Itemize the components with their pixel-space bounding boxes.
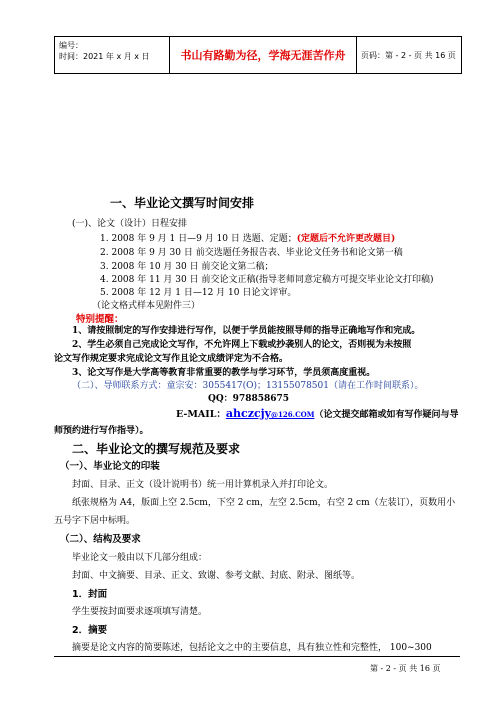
footer-divider: [54, 656, 460, 657]
abstract-heading: 2．摘要: [72, 625, 108, 636]
email-line: [176, 406, 459, 420]
schedule-item-3: [100, 259, 273, 272]
email-domain: @126.COM: [271, 410, 315, 419]
item-note: (定题后不允许更改题目): [296, 234, 396, 244]
schedule-item-1: [100, 231, 395, 244]
structure-intro: 毕业论文一般由以下几部分组成：: [72, 553, 208, 563]
header-number: 编号：: [59, 41, 83, 50]
item-number: 1.: [100, 234, 109, 244]
format-note: （论文格式样本见附件三）: [92, 301, 201, 311]
item-number: 4.: [100, 275, 109, 285]
header-time: 时间：2021 年 x 月 x 日: [59, 52, 150, 61]
reminder-1: 1、请按照制定的写作安排进行写作，以便于学员能按照导师的指导正确地写作和完成。: [72, 326, 421, 336]
cover-heading: 1．封面: [72, 589, 108, 600]
section1-title: 一、毕业论文撰写时间安排: [110, 196, 255, 210]
reminder-2-cont: 论文写作规定要求完成论文写作且论文成绩评定为不合格。: [54, 354, 289, 364]
header-meta: [55, 37, 170, 73]
email-note-cont: 师预约进行写作指导）。: [54, 426, 149, 436]
email-user: ahczcjy: [225, 407, 272, 420]
advisor-qq: QQ：978858675: [208, 394, 290, 404]
reminder-3: 3、论文写作是大学高等教育非常重要的教学与学习环节，学员须高度重视。: [72, 368, 376, 378]
printing-paragraph: 封面、目录、正文（设计说明书）统一用计算机录入并打印论文。: [72, 480, 334, 490]
advisor-contact: （二）、导师联系方式：童宗安：3055417(O)；13155078501（请在工作时间联系）。: [72, 381, 424, 391]
schedule-item-2: [100, 245, 403, 258]
printing-subtitle: （一）、毕业论文的印装: [60, 461, 160, 472]
reminder-2: 2、学生必须自己完成论文写作，不允许网上下载或抄袭别人的论文，否则视为未按照: [72, 340, 412, 350]
schedule-item-5: [100, 285, 296, 298]
item-text: 2008 年 11 月 30 日 前交论文正稿(指导老师同意定稿方可提交毕业论文打印稿): [111, 275, 434, 285]
item-number: 5.: [100, 288, 109, 298]
schedule-subtitle: (一)、论文（设计）日程安排: [72, 219, 188, 229]
header-page-number: 页码：第 - 2 - 页 共 16 页: [361, 50, 456, 60]
schedule-item-4: [100, 272, 433, 285]
paper-spec: 纸张规格为 A4，版面上空 2.5cm，下空 2 cm，左空 2.5cm，右空 2 cm（左装订），页数用小: [72, 498, 456, 508]
item-text: 2008 年 9 月 1 日—9 月 10 日 选题、定题；: [111, 234, 297, 244]
email-note: （论文提交邮箱或如有写作疑问与导: [314, 410, 459, 420]
reminder-label: 特别提醒：: [76, 314, 124, 325]
email-label: E-MAIL：: [176, 409, 226, 420]
paper-spec-cont: 五号字下居中标明。: [54, 516, 136, 526]
item-text: 2008 年 9 月 30 日 前交选题任务报告表、毕业论文任务书和论文第一稿: [111, 248, 403, 258]
item-text: 2008 年 12 月 1 日—12 月 10 日论文评审。: [111, 288, 297, 298]
item-number: 3.: [100, 262, 109, 272]
header-motto: 书山有路勤为径，学海无涯苦作舟: [170, 37, 357, 73]
cover-paragraph: 学生要按封面要求逐项填写清楚。: [72, 607, 208, 617]
structure-parts: 封面、中文摘要、目录、正文、致谢、参考文献、封底、附录、图纸等。: [72, 571, 361, 581]
email-link[interactable]: [226, 407, 315, 420]
abstract-paragraph: 摘要是论文内容的简要陈述，包括论文之中的主要信息，具有独立性和完整性， 100~300: [72, 643, 432, 653]
item-text: 2008 年 10 月 30 日 前交论文第二稿；: [111, 262, 274, 272]
page-header: [54, 36, 462, 74]
item-number: 2.: [100, 248, 109, 258]
structure-subtitle: （二）、结构及要求: [60, 534, 141, 545]
section2-title: 二、毕业论文的撰写规范及要求: [72, 442, 241, 456]
footer-page-number: 第 - 2 - 页 共 16 页: [370, 664, 441, 673]
